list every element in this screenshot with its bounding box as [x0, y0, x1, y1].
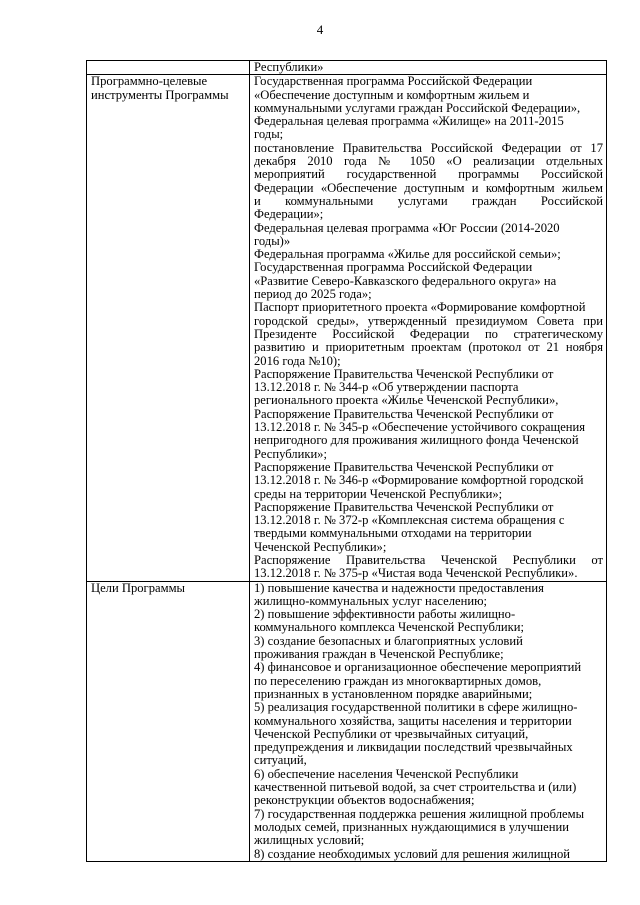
row-value-line: постановление Правительства Российской Федерации от 17	[254, 141, 603, 155]
program-passport-table	[86, 60, 607, 862]
row-value-line: Федеральная целевая программа «Юг России (2014-2020	[254, 221, 560, 235]
row-value-line: коммунальными услугами граждан Российской Федерации»,	[254, 101, 581, 115]
row-value-line: Федерации «Обеспечение доступным и комфортным жильем	[254, 181, 603, 195]
row-value-line: период до 2025 года»;	[254, 288, 372, 302]
row-value-line: «Развитие Северо-Кавказского федерального округа» на	[254, 274, 557, 288]
row-value-line: Федеральная целевая программа «Жилище» на 2011-2015	[254, 115, 564, 129]
row-program-instruments	[87, 75, 607, 581]
row-value-line: «Обеспечение доступным и комфортным жильем и	[254, 88, 530, 102]
row-value-line: твердыми коммунальными отходами на территории	[254, 527, 532, 541]
row-value-line: 8) создание необходимых условий для решения жилищной	[254, 847, 571, 861]
row-value-line: 7) государственная поддержка решения жилищной проблемы	[254, 807, 585, 821]
row-value-line: Распоряжение Правительства Чеченской Республики от	[254, 460, 554, 474]
row-value-line: Распоряжение Правительства Чеченской Республики от	[254, 500, 554, 514]
row-value-line: Распоряжение Правительства Чеченской Республики от	[254, 367, 554, 381]
row-value-line: развитию и приоритетным проектам (протокол от 21 ноября	[254, 341, 603, 355]
row-value-cell	[250, 581, 607, 861]
row-value-line: предупреждения и ликвидации последствий чрезвычайных	[254, 741, 573, 755]
row-value-line: 4) финансовое и организационное обеспечение мероприятий	[254, 661, 582, 675]
row-value-line: среды на территории Чеченской Республики»;	[254, 487, 503, 501]
row-value-line: мероприятий государственной программы Российской	[254, 168, 603, 182]
row-value-line: городской среды», утвержденный президиумом Совета при	[254, 314, 603, 328]
row-value-line: молодых семей, признанных нуждающимися в улучшении	[254, 820, 569, 834]
row-value-line: 13.12.2018 г. № 344-р «Об утверждении паспорта	[254, 381, 519, 395]
row-label-cell	[87, 581, 250, 861]
row-value-line: Республики»	[254, 61, 324, 74]
row-value-line: Федерации»;	[254, 208, 324, 222]
row-value-line: 2) повышение эффективности работы жилищно-	[254, 608, 516, 622]
row-value-line: ситуаций,	[254, 754, 307, 768]
row-value-line: Чеченской Республики»;	[254, 540, 387, 554]
row-program-goals	[87, 581, 607, 861]
row-value-line: непригодного для проживания жилищного фонда Чеченской	[254, 434, 579, 448]
row-value-line: Распоряжение Правительства Чеченской Республики от	[254, 553, 603, 567]
row-label-cell	[87, 75, 250, 581]
row-label-line: Программно-целевые	[91, 75, 208, 89]
row-value-line: признанных в установленном порядке аварийными;	[254, 687, 533, 701]
row-value-line: жилищных условий;	[254, 834, 365, 848]
row-value-line: 13.12.2018 г. № 346-р «Формирование комфортной городской	[254, 474, 584, 488]
row-value-cell	[250, 75, 607, 581]
row-value-line: Государственная программа Российской Федерации	[254, 75, 533, 89]
row-value-line: регионального проекта «Жилье Чеченской Республики»,	[254, 394, 559, 408]
row-value-line: 6) обеспечение населения Чеченской Республики	[254, 767, 519, 781]
row-value-line: декабря 2010 года № 1050 «О реализации отдельных	[254, 155, 603, 169]
row-value-line: реконструкции объектов водоснабжения;	[254, 794, 475, 808]
row-value-line: Республики»;	[254, 447, 327, 461]
page-number: 4	[316, 22, 324, 37]
row-value-line: коммунального хозяйства, защиты населения и территории	[254, 714, 572, 728]
row-value-line: Паспорт приоритетного проекта «Формирование комфортной	[254, 301, 586, 315]
row-label-line: Цели Программы	[91, 581, 185, 595]
row-value-cell	[250, 61, 607, 75]
row-value-line: 13.12.2018 г. № 345-р «Обеспечение устойчивого сокращения	[254, 421, 586, 435]
row-value-line: 3) создание безопасных и благоприятных условий	[254, 634, 523, 648]
row-value-line: проживания граждан в Чеченской Республике;	[254, 648, 504, 662]
row-value-line: по переселению граждан из многоквартирных домов,	[254, 674, 542, 688]
row-label-cell	[87, 61, 250, 75]
row-value-line: коммунального комплекса Чеченской Республики;	[254, 621, 525, 635]
row-value-line: жилищно-коммунальных услуг населению;	[254, 594, 487, 608]
row-value-line: 5) реализация государственной политики в сфере жилищно-	[254, 701, 578, 715]
row-value-line: 1) повышение качества и надежности предоставления	[254, 581, 544, 595]
row-value-line: Государственная программа Российской Федерации	[254, 261, 533, 275]
row-value-line: 13.12.2018 г. № 375-р «Чистая вода Чеченской Республики».	[254, 567, 578, 581]
row-value-line: 13.12.2018 г. № 372-р «Комплексная система обращения с	[254, 514, 565, 528]
row-value-line: Чеченской Республики от чрезвычайных ситуаций,	[254, 727, 529, 741]
row-value-line: 2016 года №10);	[254, 354, 341, 368]
row-value-line: Федеральная программа «Жилье для российской семьи»;	[254, 248, 561, 262]
row-value-line: годы)»	[254, 234, 291, 248]
row-continuation	[87, 61, 607, 75]
row-value-line: годы;	[254, 128, 284, 142]
row-value-line: Президенте Российской Федерации по стратегическому	[254, 327, 603, 341]
row-label-line: инструменты Программы	[91, 88, 229, 102]
row-value-line: Распоряжение Правительства Чеченской Республики от	[254, 407, 554, 421]
row-value-line: качественной питьевой водой, за счет строительства и (или)	[254, 781, 577, 795]
row-value-line: и коммунальными услугами граждан Российской	[254, 194, 603, 208]
